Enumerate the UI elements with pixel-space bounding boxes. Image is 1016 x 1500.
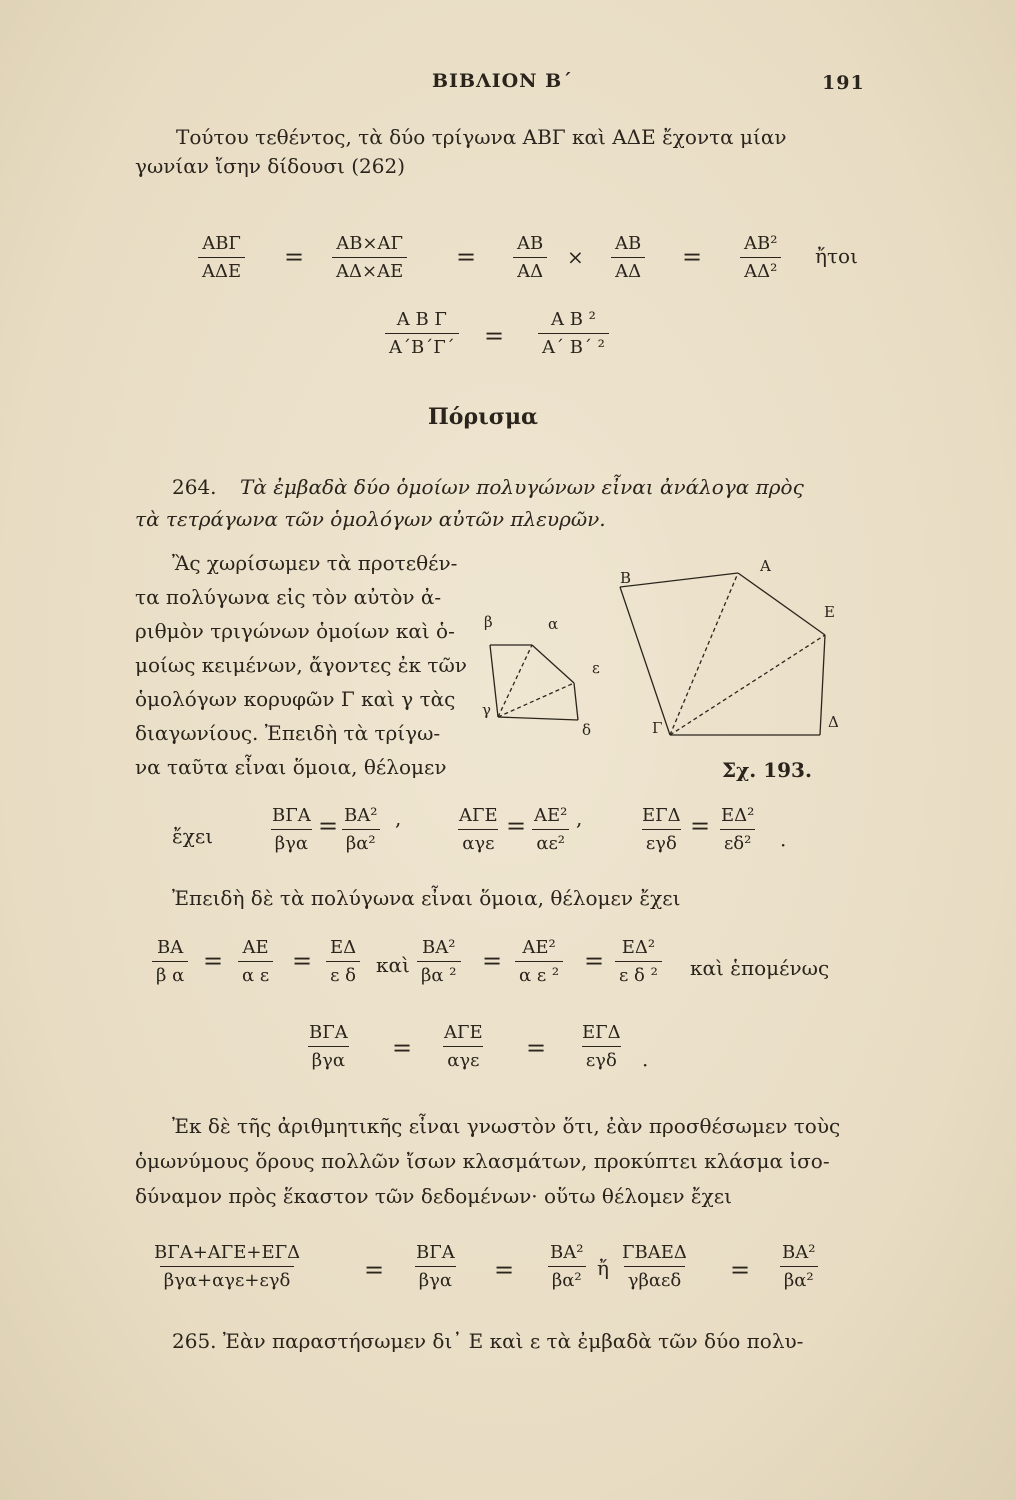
equals-sign: = — [284, 243, 305, 271]
diagonal-gamma-alpha — [498, 645, 532, 717]
theorem-line-1: Τὰ ἐμβαδὰ δύο ὁμοίων πολυγώνων εἶναι ἀνάλογα πρὸς — [240, 475, 804, 499]
diagonal-gamma-epsilon — [498, 683, 574, 717]
eq3-fraction-4: $\frac{\text{ΑΕ²}}{\text{αε²}}$ — [534, 805, 568, 854]
equals-sign: = — [494, 1256, 515, 1284]
eq2-fraction-2: $\frac{\text{Α Β ²}}{\text{Α΄ Β΄ ²}}$ — [538, 309, 609, 358]
comma: , — [395, 806, 402, 830]
equals-sign: = — [584, 947, 605, 975]
edge-G-B — [620, 587, 670, 735]
theorem-number: 264. — [172, 475, 217, 499]
theorem-line-2: τὰ τετράγωνα τῶν ὁμολόγων αὐτῶν πλευρῶν. — [135, 507, 606, 531]
equals-sign: = — [318, 812, 339, 840]
body-line: ὁμολόγων κορυφῶν Γ καὶ γ τὰς — [135, 687, 456, 711]
period-dot: · — [642, 1053, 649, 1077]
eq4-fraction-6: $\frac{\text{ΕΔ²}}{\text{ε δ ²}}$ — [615, 937, 662, 986]
intro-line-2: γωνίαν ἴσην δίδουσι (262) — [135, 154, 406, 178]
label-epsilon: ε — [592, 659, 600, 677]
edge-A-E — [738, 573, 825, 635]
eq4-fraction-5: $\frac{\text{ΑΕ²}}{\text{α ε ²}}$ — [515, 937, 563, 986]
body-line: τα πολύγωνα εἰς τὸν αὐτὸν ἀ- — [135, 585, 442, 609]
diagonal-G-A — [670, 573, 738, 735]
equals-sign: = — [292, 947, 313, 975]
figure-caption: Σχ. 193. — [722, 758, 812, 782]
eq6-fraction-3: $\frac{\text{ΒΑ²}}{\text{βα²}}$ — [546, 1242, 587, 1291]
eq3-fraction-3: ΑΓΕ αγε — [459, 805, 498, 854]
equals-sign: = — [682, 243, 703, 271]
comma: , — [576, 806, 583, 830]
label-G: Γ — [652, 719, 663, 737]
equals-sign: = — [392, 1034, 413, 1062]
period-dot: · — [780, 833, 787, 857]
body-line: Ἐπειδὴ δὲ τὰ πολύγωνα εἶναι ὅμοια, θέλομεν ἔχει — [172, 886, 681, 910]
eq1-fraction-1: ΑΒΓ ΑΔΕ — [198, 233, 245, 282]
eq5-fraction-1: ΒΓΑ βγα — [309, 1022, 348, 1071]
body-line: να ταῦτα εἶναι ὅμοια, θέλομεν — [135, 755, 447, 779]
label-delta: δ — [582, 721, 592, 739]
eq3-prefix: ἔχει — [172, 824, 214, 848]
equals-sign: = — [203, 947, 224, 975]
eq1-fraction-5: $\frac{\text{ΑΒ²}}{\text{ΑΔ²}}$ — [740, 233, 781, 282]
next-section-line: 265. Ἐὰν παραστήσωμεν δι᾽ Ε καὶ ε τὰ ἐμβαδὰ τῶν δύο πολυ- — [172, 1329, 804, 1353]
edge-epsilon-delta — [574, 683, 578, 720]
page-number: 191 — [822, 72, 865, 94]
eq4-fraction-3: $\frac{E\Delta}{\text{ε δ}}$ — [326, 937, 360, 986]
similar-polygons-figure — [470, 555, 860, 745]
body-line: Ἐκ δὲ τῆς ἀριθμητικῆς εἶναι γνωστὸν ὅτι, ἐὰν προσθέσωμεν τοὺς — [172, 1114, 841, 1138]
label-D: Δ — [828, 713, 839, 731]
eq3-fraction-2: $\frac{\text{ΒΑ²}}{\text{βα²}}$ — [340, 805, 381, 854]
equals-sign: = — [506, 812, 527, 840]
label-B: Β — [620, 569, 632, 587]
eq4-fraction-1: $\frac{BA}{\text{β α}}$ — [152, 937, 188, 986]
eq6-fraction-5: $\frac{\text{ΒΑ²}}{\text{βα²}}$ — [778, 1242, 819, 1291]
body-line: Ἂς χωρίσωμεν τὰ προτεθέν- — [172, 551, 458, 575]
label-beta: β — [484, 613, 493, 631]
equals-sign: = — [364, 1256, 385, 1284]
edge-delta-gamma — [498, 717, 578, 720]
eq1-fraction-3: $\frac{AB}{A\Delta}$ — [513, 233, 547, 282]
section-title: Πόρισμα — [428, 404, 538, 430]
eq6-fraction-2: ΒΓΑ βγα — [416, 1242, 455, 1291]
eq1-tail: ἤτοι — [815, 244, 858, 268]
body-line: ὁμωνύμους ὅρους πολλῶν ἴσων κλασμάτων, προκύπτει κλάσμα ἰσο- — [135, 1149, 830, 1173]
etoi-word: ἤ — [597, 1256, 609, 1280]
eq5-fraction-3: ΕΓΔ εγδ — [582, 1022, 621, 1071]
equals-sign: = — [690, 812, 711, 840]
running-header: ΒΙΒΛΙΟΝ Β΄ — [432, 70, 573, 92]
eq1-fraction-2: $\frac{AB\times A\Gamma}{A\Delta\times AE}$ — [332, 233, 407, 282]
equals-sign: = — [484, 322, 505, 350]
label-E: Ε — [824, 603, 835, 621]
body-line: ριθμὸν τριγώνων ὁμοίων καὶ ὁ- — [135, 619, 455, 643]
label-alpha: α — [548, 615, 559, 633]
edge-gamma-beta — [490, 645, 498, 717]
eq6-fraction-1: ΒΓΑ+ΑΓΕ+ΕΓΔ βγα+αγε+εγδ — [154, 1242, 301, 1291]
diagonal-G-E — [670, 635, 825, 735]
eq4-fraction-2: $\frac{AE}{\text{α ε}}$ — [238, 937, 273, 986]
eq3-fraction-5: ΕΓΔ εγδ — [642, 805, 681, 854]
equals-sign: = — [526, 1034, 547, 1062]
label-gamma: γ — [482, 701, 491, 719]
label-A: Α — [760, 557, 771, 575]
eq1-fraction-4: $\frac{AB}{A\Delta}$ — [611, 233, 645, 282]
body-line: μοίως κειμένων, ἄγοντες ἐκ τῶν — [135, 653, 467, 677]
eq5-fraction-2: ΑΓΕ αγε — [444, 1022, 483, 1071]
edge-E-D — [820, 635, 825, 735]
body-line: διαγωνίους. Ἐπειδὴ τὰ τρίγω- — [135, 721, 441, 745]
eq3-fraction-1: ΒΓΑ βγα — [272, 805, 311, 854]
edge-B-A — [620, 573, 738, 587]
eq4-fraction-4: $\frac{\text{ΒΑ²}}{\text{βα ²}}$ — [417, 937, 461, 986]
eq6-fraction-4: ΓΒΑΕΔ γβαεδ — [622, 1242, 687, 1291]
equals-sign: = — [456, 243, 477, 271]
eq2-fraction-1: $\frac{\text{Α Β Γ}}{A΄B΄\Gamma΄}$ — [385, 309, 459, 358]
equals-sign: = — [730, 1256, 751, 1284]
times-sign: × — [567, 245, 584, 269]
eq4-tail: καὶ ἑπομένως — [690, 956, 830, 980]
body-line: δύναμον πρὸς ἕκαστον τῶν δεδομένων· οὕτω θέλομεν ἔχει — [135, 1184, 732, 1208]
edge-alpha-epsilon — [532, 645, 574, 683]
equals-sign: = — [482, 947, 503, 975]
kai-word: καὶ — [376, 953, 410, 977]
eq3-fraction-6: $\frac{\text{ΕΔ²}}{\text{εδ²}}$ — [721, 805, 755, 854]
intro-line-1: Τούτου τεθέντος, τὰ δύο τρίγωνα ΑΒΓ καὶ ΑΔΕ ἔχοντα μίαν — [176, 125, 787, 149]
